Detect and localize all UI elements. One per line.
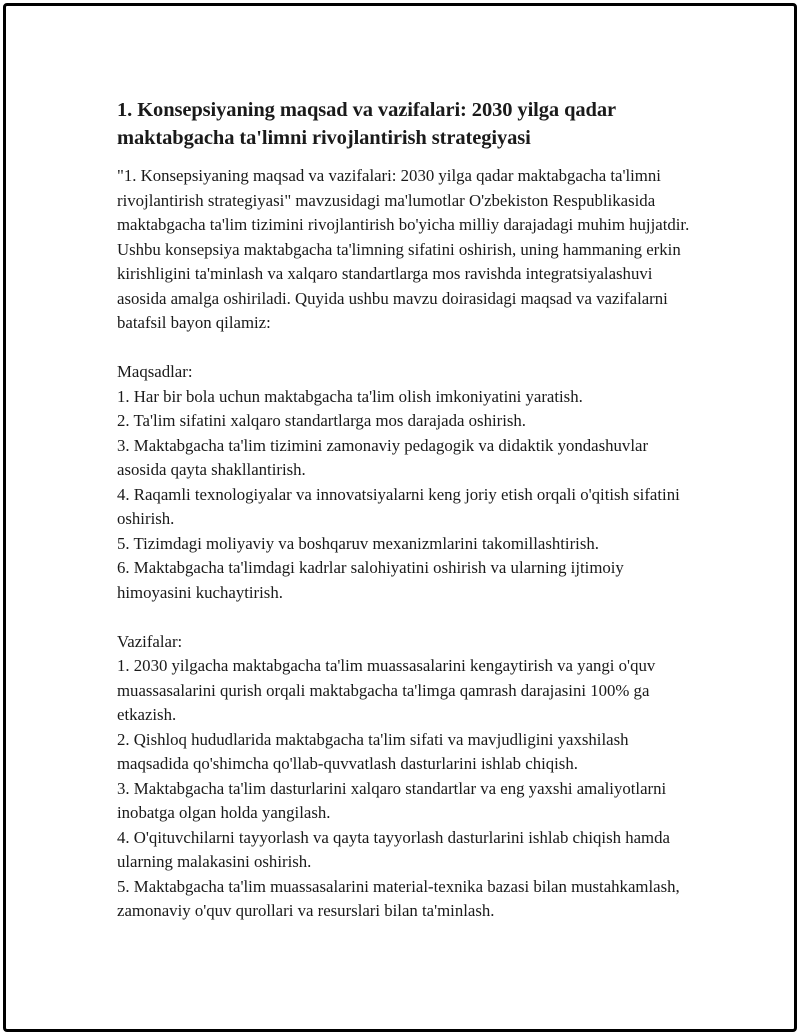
- goals-heading: Maqsadlar:: [117, 362, 193, 381]
- goal-item: 1. Har bir bola uchun maktabgacha ta'lim olish imkoniyatini yaratish.: [117, 386, 583, 406]
- task-item: 4. O'qituvchilarni tayyorlash va qayta tayyorlash dasturlarini ishlab chiqish hamda ularning malakasini oshirish.: [117, 827, 670, 871]
- task-item: 1. 2030 yilgacha maktabgacha ta'lim muassasalarini kengaytirish va yangi o'quv muassasalarini qurish orqali maktabgacha ta'limga qamrash darajasini 100% ga etkazish.: [117, 656, 656, 724]
- task-item: 2. Qishloq hududlarida maktabgacha ta'lim sifati va mavjudligini yaxshilash maqsadida qo'shimcha qo'llab-quvvatlash dasturlarini ishlab chiqish.: [117, 729, 629, 773]
- goals-section: [117, 360, 692, 605]
- goal-item: 5. Tizimdagi moliyaviy va boshqaruv mexanizmlarini takomillashtirish.: [117, 533, 599, 553]
- goal-item: 6. Maktabgacha ta'limdagi kadrlar salohiyatini oshirish va ularning ijtimoiy himoyasini kuchaytirish.: [117, 558, 624, 602]
- task-item: 5. Maktabgacha ta'lim muassasalarini material-texnika bazasi bilan mustahkamlash, zamonaviy o'quv qurollari va resurslari bilan ta'minlash.: [117, 876, 680, 920]
- document-title: 1. Konsepsiyaning maqsad va vazifalari: 2030 yilga qadar maktabgacha ta'limni rivojlantirish strategiyasi: [117, 99, 616, 149]
- goal-item: 2. Ta'lim sifatini xalqaro standartlarga mos darajada oshirish.: [117, 411, 527, 430]
- tasks-heading: Vazifalar:: [117, 631, 183, 651]
- document-body: [117, 96, 692, 924]
- goal-item: 4. Raqamli texnologiyalar va innovatsiyalarni keng joriy etish orqali o'qitish sifatini oshirish.: [117, 484, 680, 528]
- task-item: 3. Maktabgacha ta'lim dasturlarini xalqaro standartlar va eng yaxshi amaliyotlarni inobatga olgan holda yangilash.: [117, 778, 667, 822]
- intro-paragraph: "1. Konsepsiyaning maqsad va vazifalari: 2030 yilga qadar maktabgacha ta'limni rivojlantirish strategiyasi" mavzusidagi ma'lumotlar O'zbekiston Respublikasida maktabgacha ta'lim tizimini rivojlantirish bo'yicha milliy darajadagi muhim hujjatdir. Ushbu konsepsiya maktabgacha ta'limning sifatini oshirish, uning hammaning erkin kirishligini ta'minlash va xalqaro standartlarga mos ravishda integratsiyalashuvi asosida amalga oshiriladi. Quyida ushbu mavzu doirasidagi maqsad va vazifalarni batafsil bayon qilamiz:: [117, 166, 690, 332]
- goal-item: 3. Maktabgacha ta'lim tizimini zamonaviy pedagogik va didaktik yondashuvlar asosida qayta shakllantirish.: [117, 435, 649, 479]
- tasks-section: [117, 630, 692, 924]
